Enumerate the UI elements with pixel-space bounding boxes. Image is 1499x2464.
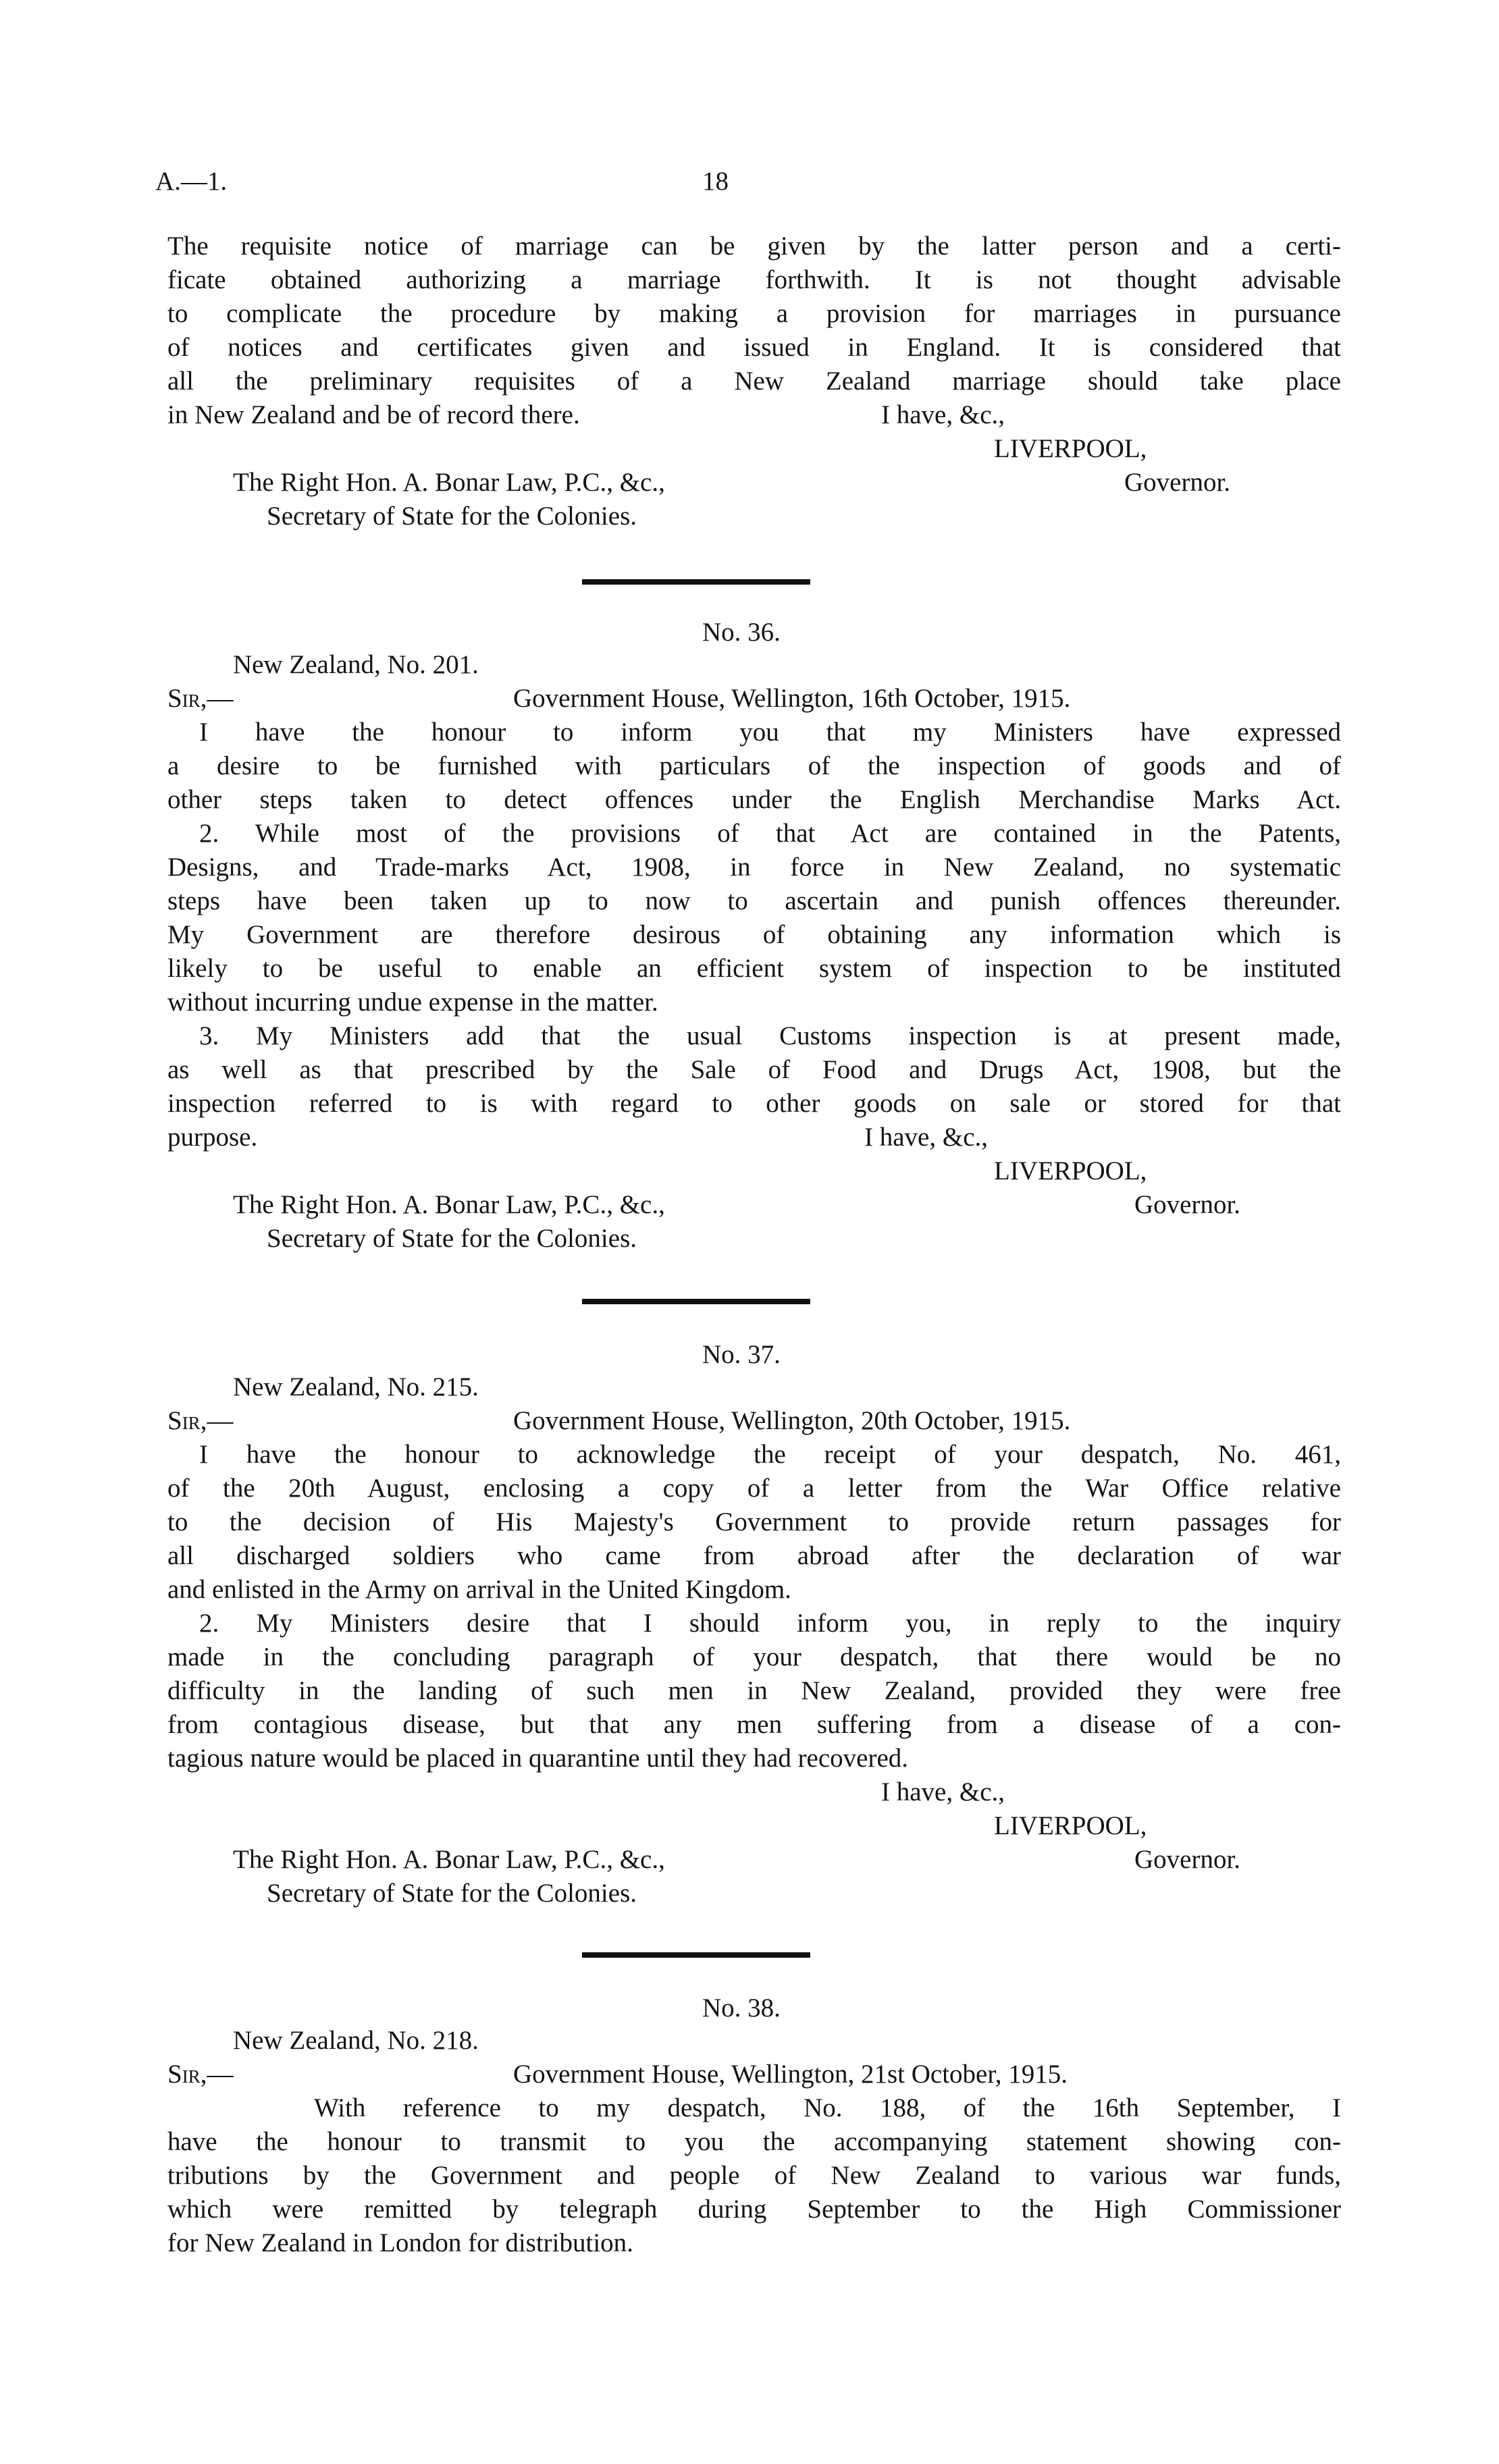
text-line: likely to be useful to enable an efficient system of inspection to be instituted — [167, 954, 1341, 983]
text-line: With reference to my despatch, No. 188, of the 16th September, I — [314, 2093, 1341, 2122]
nz-number: New Zealand, No. 215. — [233, 1372, 479, 1401]
divider — [582, 1952, 810, 1958]
text-line: have the honour to transmit to you the accompanying statement showing con- — [167, 2127, 1341, 2156]
addressee: The Right Hon. A. Bonar Law, P.C., &c., — [233, 1845, 665, 1874]
signature: LIVERPOOL, — [994, 1156, 1147, 1185]
salutation: Sir,— — [167, 1406, 234, 1435]
text-line: to complicate the procedure by making a provision for marriages in pursuance — [167, 299, 1341, 328]
closing: I have, &c., — [881, 400, 1005, 429]
closing: I have, &c., — [864, 1123, 989, 1152]
letter-number: No. 36. — [702, 618, 781, 647]
text-line: and enlisted in the Army on arrival in the United Kingdom. — [167, 1575, 791, 1604]
text-line: in New Zealand and be of record there. — [167, 400, 580, 429]
text-line: for New Zealand in London for distribution. — [167, 2228, 633, 2257]
place-date: Government House, Wellington, 20th October, 1915. — [513, 1406, 1071, 1435]
text-line: I have the honour to inform you that my Ministers have expressed — [199, 718, 1341, 747]
text-line: of the 20th August, enclosing a copy of a letter from the War Office relative — [167, 1474, 1341, 1503]
text-line: from contagious disease, but that any men suffering from a disease of a con- — [167, 1710, 1341, 1739]
text-line: 2. My Ministers desire that I should inform you, in reply to the inquiry — [199, 1609, 1341, 1638]
text-line: difficulty in the landing of such men in New Zealand, provided they were free — [167, 1676, 1341, 1705]
text-line: steps have been taken up to now to ascertain and punish offences thereunder. — [167, 886, 1341, 915]
addressee-title: Secretary of State for the Colonies. — [267, 502, 637, 531]
signature: LIVERPOOL, — [994, 434, 1147, 463]
place-date: Government House, Wellington, 21st October, 1915. — [513, 2060, 1068, 2089]
nz-number: New Zealand, No. 218. — [233, 2026, 479, 2055]
text-line: which were remitted by telegraph during September to the High Commissioner — [167, 2195, 1341, 2224]
text-line: ficate obtained authorizing a marriage forthwith. It is not thought advisable — [167, 265, 1341, 294]
text-line: other steps taken to detect offences under the English Merchandise Marks Act. — [167, 785, 1341, 814]
addressee: The Right Hon. A. Bonar Law, P.C., &c., — [233, 468, 665, 497]
addressee: The Right Hon. A. Bonar Law, P.C., &c., — [233, 1190, 665, 1219]
text-line: to the decision of His Majesty's Government to provide return passages for — [167, 1507, 1341, 1536]
text-line: 3. My Ministers add that the usual Customs inspection is at present made, — [199, 1021, 1341, 1050]
addressee-title: Secretary of State for the Colonies. — [267, 1879, 637, 1908]
page-number: 18 — [702, 167, 729, 196]
addressee-title: Secretary of State for the Colonies. — [267, 1224, 637, 1253]
role: Governor. — [1134, 1845, 1241, 1874]
text-line: purpose. — [167, 1123, 258, 1152]
letter-number: No. 38. — [702, 1993, 781, 2023]
place-date: Government House, Wellington, 16th October, 1915. — [513, 684, 1071, 713]
divider — [582, 1299, 810, 1304]
text-line: I have the honour to acknowledge the receipt of your despatch, No. 461, — [199, 1440, 1341, 1469]
nz-number: New Zealand, No. 201. — [233, 650, 479, 679]
text-line: all discharged soldiers who came from abroad after the declaration of war — [167, 1541, 1341, 1570]
text-line: without incurring undue expense in the matter. — [167, 988, 658, 1017]
text-line: tributions by the Government and people of New Zealand to various war funds, — [167, 2161, 1341, 2190]
divider — [582, 579, 810, 585]
closing: I have, &c., — [881, 1777, 1005, 1806]
text-line: tagious nature would be placed in quarantine until they had recovered. — [167, 1744, 909, 1773]
role: Governor. — [1124, 468, 1231, 497]
text-line: as well as that prescribed by the Sale of Food and Drugs Act, 1908, but the — [167, 1055, 1341, 1084]
text-line: made in the concluding paragraph of your despatch, that there would be no — [167, 1642, 1341, 1671]
page-ref: A.—1. — [155, 167, 228, 196]
text-line: a desire to be furnished with particulars of the inspection of goods and of — [167, 751, 1341, 780]
signature: LIVERPOOL, — [994, 1811, 1147, 1840]
text-line: My Government are therefore desirous of obtaining any information which is — [167, 920, 1341, 949]
salutation: Sir,— — [167, 2060, 234, 2089]
text-line: all the preliminary requisites of a New Zealand marriage should take place — [167, 367, 1341, 396]
letter-number: No. 37. — [702, 1340, 781, 1369]
text-line: Designs, and Trade-marks Act, 1908, in force in New Zealand, no systematic — [167, 853, 1341, 882]
text-line: 2. While most of the provisions of that Act are contained in the Patents, — [199, 819, 1341, 848]
text-line: inspection referred to is with regard to other goods on sale or stored for that — [167, 1089, 1341, 1118]
salutation: Sir,— — [167, 684, 234, 713]
text-line: of notices and certificates given and issued in England. It is considered that — [167, 333, 1341, 362]
role: Governor. — [1134, 1190, 1241, 1219]
text-line: The requisite notice of marriage can be given by the latter person and a certi- — [167, 232, 1341, 261]
